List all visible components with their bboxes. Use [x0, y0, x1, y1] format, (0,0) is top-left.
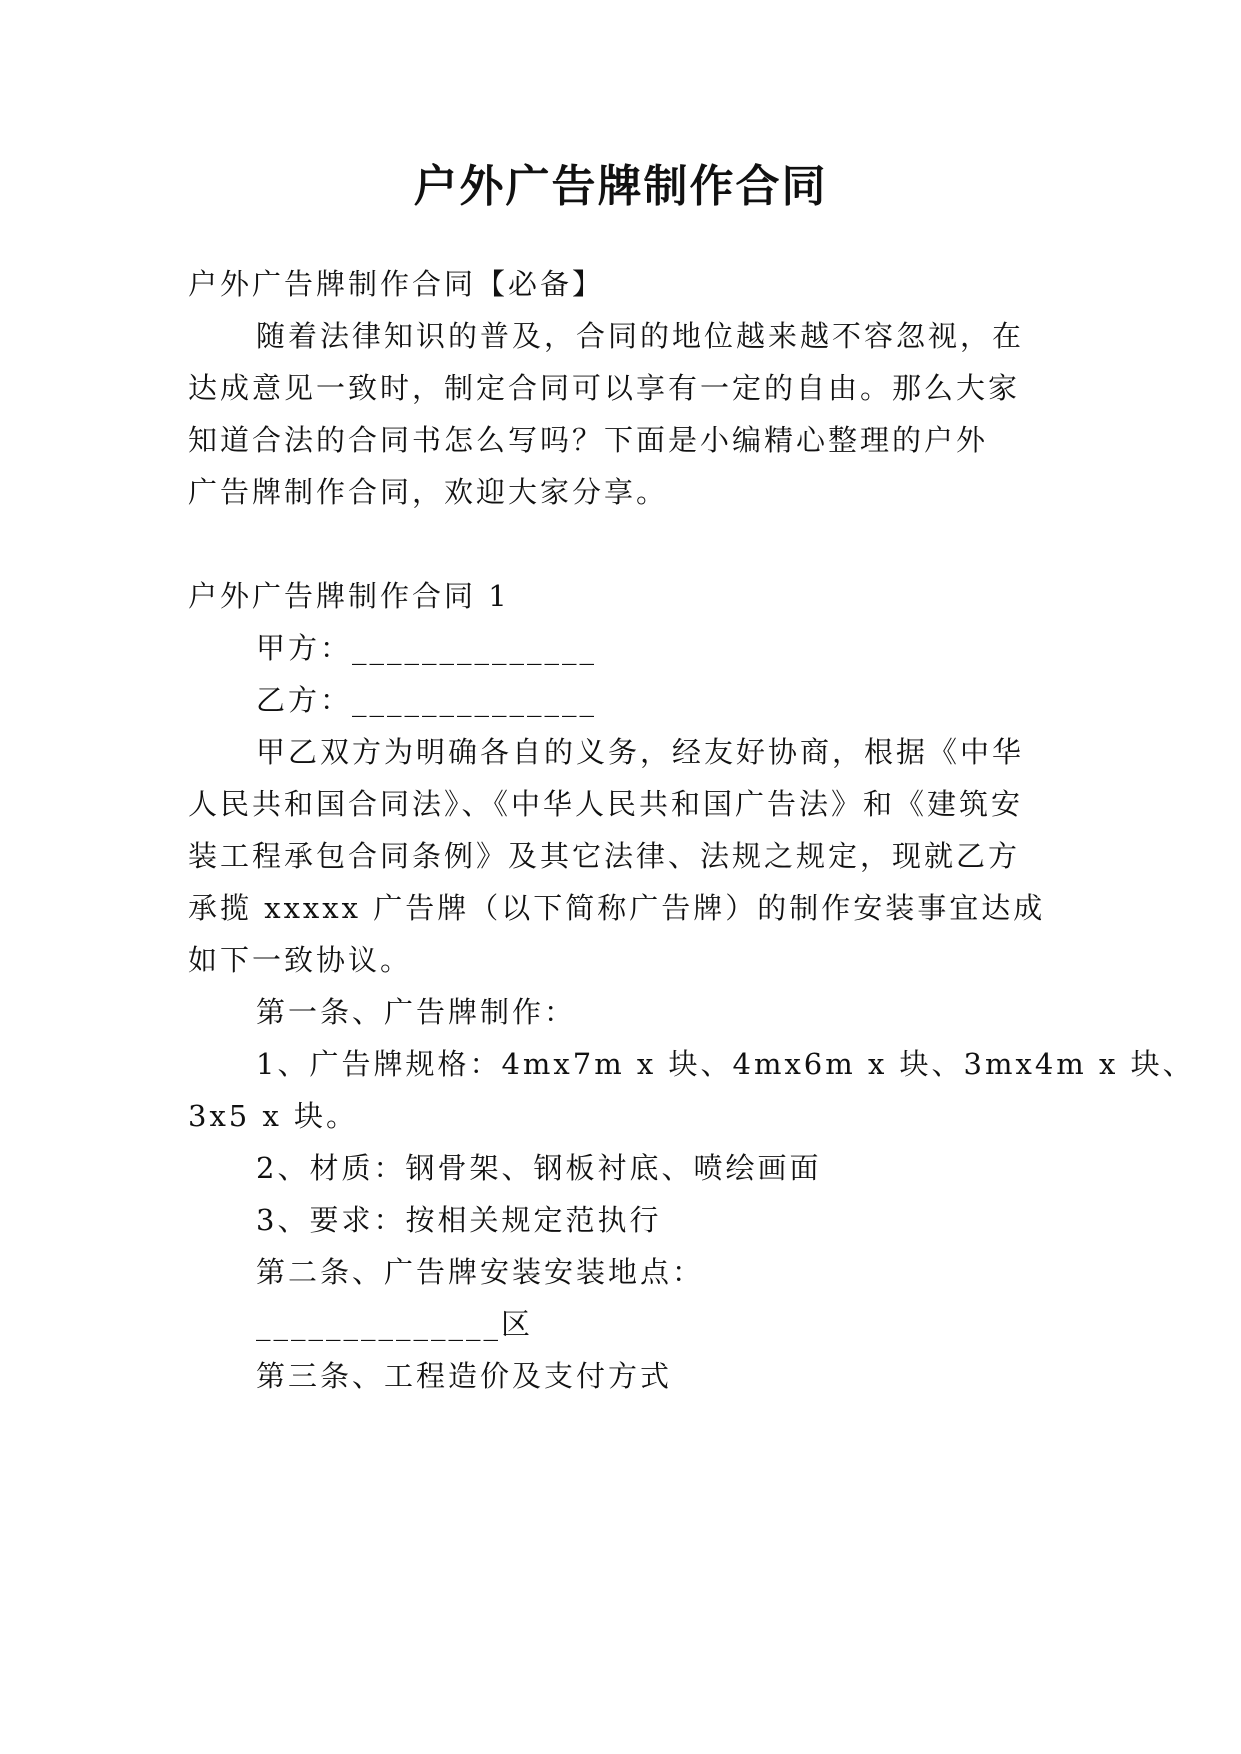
party-a-field: 甲方：______________	[256, 631, 598, 665]
document-subtitle: 户外广告牌制作合同【必备】	[188, 267, 605, 301]
location-field: ______________区	[256, 1307, 534, 1341]
item-3: 3、要求：按相关规定范执行	[256, 1203, 662, 1237]
preamble-line-2: 人民共和国合同法》、《中华人民共和国广告法》和《建筑安	[188, 787, 1024, 821]
section-heading: 户外广告牌制作合同 1	[188, 579, 510, 613]
intro-line-1: 随着法律知识的普及，合同的地位越来越不容忽视，在	[256, 319, 1025, 353]
intro-line-3: 知道合法的合同书怎么写吗？下面是小编精心整理的户外	[188, 423, 989, 457]
intro-line-4: 广告牌制作合同，欢迎大家分享。	[188, 475, 669, 509]
article-1-heading: 第一条、广告牌制作：	[256, 995, 577, 1029]
preamble-line-5: 如下一致协议。	[188, 943, 413, 977]
preamble-line-1: 甲乙双方为明确各自的义务，经友好协商，根据《中华	[256, 735, 1025, 769]
article-3-heading: 第三条、工程造价及支付方式	[256, 1359, 673, 1393]
preamble-line-4: 承揽 xxxxx 广告牌（以下简称广告牌）的制作安装事宜达成	[188, 891, 1046, 925]
item-2: 2、材质：钢骨架、钢板衬底、喷绘画面	[256, 1151, 822, 1185]
intro-line-2: 达成意见一致时，制定合同可以享有一定的自由。那么大家	[188, 371, 1021, 405]
item-1-line-2: 3x5 x 块。	[188, 1099, 359, 1133]
party-b-field: 乙方：______________	[256, 683, 598, 717]
document-title: 户外广告牌制作合同	[413, 161, 828, 212]
article-2-heading: 第二条、广告牌安装安装地点：	[256, 1255, 705, 1289]
item-1-line-1: 1、广告牌规格：4mx7m x 块、4mx6m x 块、3mx4m x 块、	[256, 1047, 1195, 1081]
preamble-line-3: 装工程承包合同条例》及其它法律、法规之规定，现就乙方	[188, 839, 1021, 873]
